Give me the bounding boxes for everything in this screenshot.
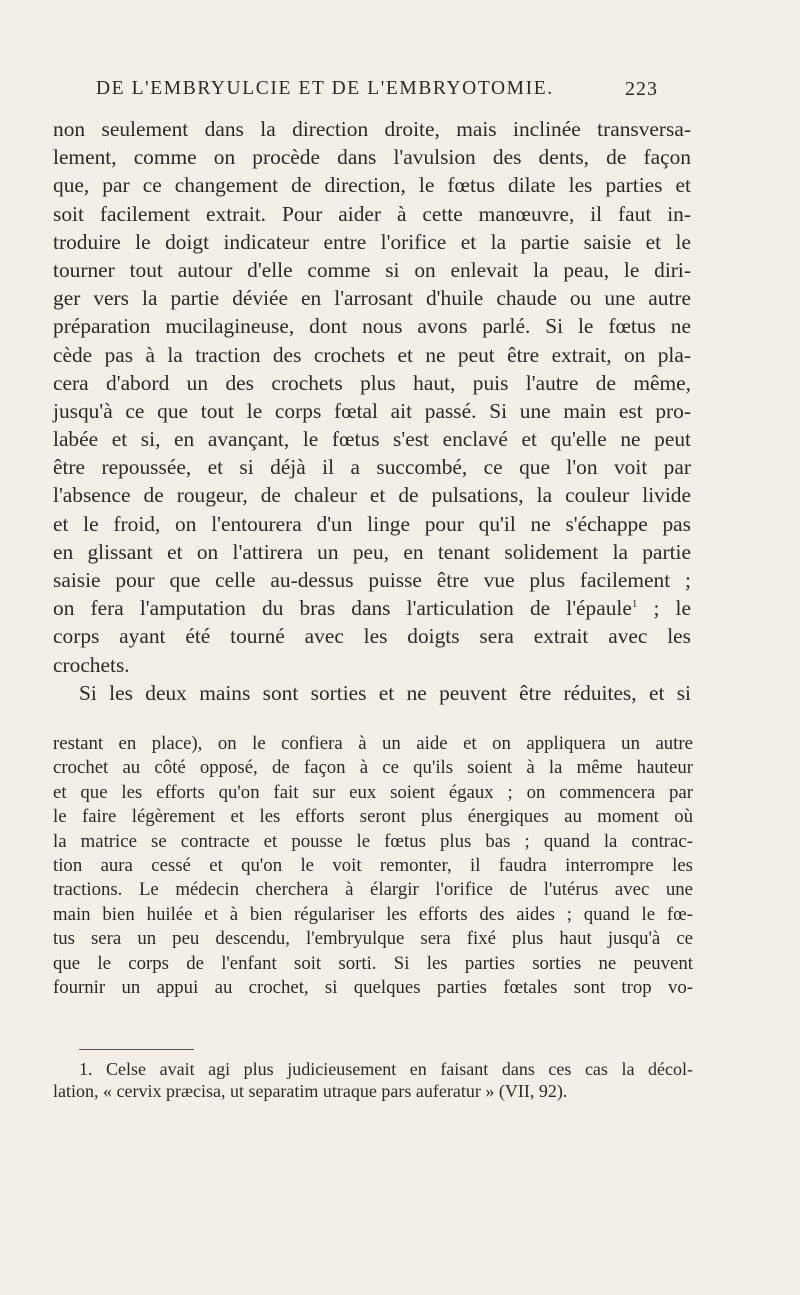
text-line: que, par ce changement de direction, le fœtus dilate les parties et (53, 173, 691, 198)
text-line: saisie pour que celle au-dessus puisse être vue plus facilement ; (53, 568, 691, 592)
text-line: cera d'abord un des crochets plus haut, puis l'autre de même, (53, 370, 691, 395)
main-text (53, 115, 691, 707)
text-line: soit facilement extrait. Pour aider à cette manœuvre, il faut in- (53, 201, 691, 226)
text-line: Si les deux mains sont sorties et ne peuvent être réduites, et si (79, 680, 691, 705)
text-line: l'absence de rougeur, de chaleur et de pulsations, la couleur livide (53, 483, 691, 508)
small-text-line: et que les efforts qu'on fait sur eux soient égaux ; on commencera par (53, 781, 693, 803)
page-header (0, 78, 800, 108)
text-line: jusqu'à ce que tout le corps fœtal ait passé. Si une main est pro- (53, 398, 691, 423)
footnote-marker: 1 (631, 598, 638, 611)
text-line: non seulement dans la direction droite, mais inclinée transversa- (53, 117, 691, 141)
text-line: ger vers la partie déviée en l'arrosant d'huile chaude ou une autre (53, 286, 691, 311)
text-line: crochets. (53, 652, 130, 677)
text-line: cède pas à la traction des crochets et ne peut être extrait, on pla- (53, 342, 691, 367)
text-line: lement, comme on procède dans l'avulsion des dents, de façon (53, 145, 691, 170)
small-text-line: tus sera un peu descendu, l'embryulque sera fixé plus haut jusqu'à ce (53, 928, 693, 950)
footnote-line: lation, « cervix præcisa, ut separatim utraque pars auferatur » (VII, 92). (53, 1081, 568, 1101)
running-head: DE L'EMBRYULCIE ET DE L'EMBRYOTOMIE. (96, 78, 554, 99)
small-text-line: tion aura cessé et qu'on le voit remonter, il faudra interrompre les (53, 854, 693, 876)
text-line-part: ; le (637, 596, 691, 621)
page-number: 223 (625, 78, 658, 100)
text-line: préparation mucilagineuse, dont nous avons parlé. Si le fœtus ne (53, 314, 691, 339)
small-text-line: tractions. Le médecin cherchera à élargir l'orifice de l'utérus avec une (53, 879, 693, 901)
small-text-line: main bien huilée et à bien régulariser les efforts des aides ; quand le fœ- (53, 903, 693, 925)
text-line-part: on fera l'amputation du bras dans l'articulation de l'épaule (53, 596, 632, 621)
small-text-line: le faire légèrement et les efforts seront plus énergiques au moment où (53, 806, 693, 828)
text-line: et le froid, on l'entourera d'un linge pour qu'il ne s'échappe pas (53, 511, 691, 536)
text-line: être repoussée, et si déjà il a succombé, ce que l'on voit par (53, 455, 691, 480)
text-line: corps ayant été tourné avec les doigts sera extrait avec les (53, 624, 691, 649)
small-text-line: la matrice se contracte et pousse le fœtus plus bas ; quand la contrac- (53, 830, 693, 852)
small-text-line: que le corps de l'enfant soit sorti. Si les parties sorties ne peuvent (53, 952, 693, 974)
small-text-line: fournir un appui au crochet, si quelques parties fœtales sont trop vo- (53, 976, 693, 998)
footnote-line: 1. Celse avait agi plus judicieusement en faisant dans ces cas la décol- (79, 1059, 693, 1079)
small-print-text (53, 732, 693, 1000)
text-line: troduire le doigt indicateur entre l'orifice et la partie saisie et le (53, 229, 691, 254)
footnote (53, 1058, 693, 1102)
text-line: en glissant et on l'attirera un peu, en tenant solidement la partie (53, 539, 691, 564)
footnote-separator (79, 1049, 194, 1050)
text-line: tourner tout autour d'elle comme si on enlevait la peau, le diri- (53, 257, 691, 282)
small-text-line: crochet au côté opposé, de façon à ce qu'ils soient à la même hauteur (53, 757, 693, 779)
text-line: labée et si, en avançant, le fœtus s'est enclavé et qu'elle ne peut (53, 427, 691, 452)
text-line-with-footnote-ref (53, 594, 691, 622)
small-text-line: restant en place), on le confiera à un aide et on appliquera un autre (53, 733, 693, 754)
